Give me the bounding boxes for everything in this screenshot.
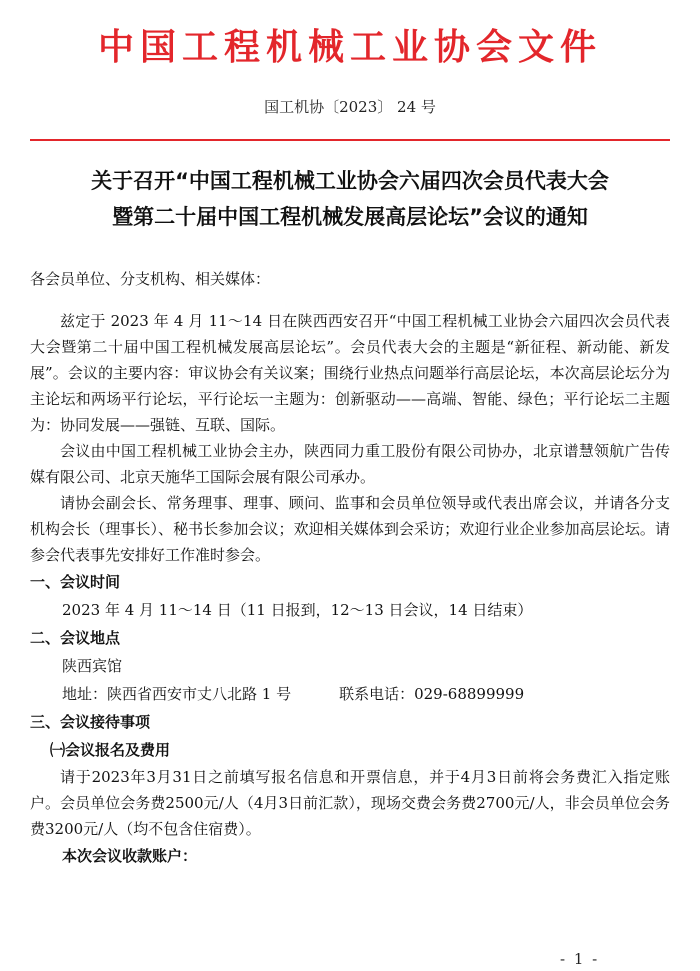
notice-title-line-2: 暨第二十届中国工程机械发展高层论坛”会议的通知 <box>112 205 588 229</box>
meeting-phone: 联系电话：029-68899999 <box>339 685 525 703</box>
paragraph-invitation: 请协会副会长、常务理事、理事、顾问、监事和会员单位领导或代表出席会议，并请各分支机构会长（理事长）、秘书长参加会议；欢迎相关媒体到会采访；欢迎行业企业参加高层论坛。请参会代表事先安排好工作准时参会。 <box>30 494 670 564</box>
paragraph-organizers: 会议由中国工程机械工业协会主办，陕西同力重工股份有限公司协办，北京谱慧领航广告传媒有限公司、北京天施华工国际会展有限公司承办。 <box>30 442 670 486</box>
document-body <box>30 266 670 870</box>
payment-account-label: 本次会议收款账户： <box>62 847 198 865</box>
notice-title-line-1: 关于召开“中国工程机械工业协会六届四次会员代表大会 <box>91 169 609 193</box>
meeting-place-name: 陕西宾馆 <box>62 657 123 675</box>
notice-title <box>0 163 700 235</box>
meeting-address: 地址：陕西省西安市丈八北路 1 号 <box>62 685 292 703</box>
section-heading-time: 一、会议时间 <box>30 573 121 591</box>
page-number: - 1 - <box>560 950 600 968</box>
paragraph-meeting-intro: 兹定于 2023 年 4 月 11～14 日在陕西西安召开“中国工程机械工业协会六届四次会员代表大会暨第二十届中国工程机械发展高层论坛”。会员代表大会的主题是“新征程、新动能、新发展”。会议的主要内容：审议协会有关议案；围绕行业热点问题举行高层论坛，本次高层论坛分为主论坛和两场平行论坛，平行论坛一主题为：创新驱动——高端、智能、绿色；平行论坛二主题为：协同发展——强链、互联、国际。 <box>30 312 670 434</box>
header-red-rule <box>30 139 670 141</box>
header-title: 中国工程机械工业协会文件 <box>97 27 602 68</box>
section-heading-place: 二、会议地点 <box>30 629 121 647</box>
document-number: 国工机协〔2023〕 24 号 <box>264 98 436 116</box>
salutation: 各会员单位、分支机构、相关媒体： <box>30 270 271 288</box>
section-heading-reception: 三、会议接待事项 <box>30 713 151 731</box>
paragraph-registration-fees: 请于2023年3月31日之前填写报名信息和开票信息，并于4月3日前将会务费汇入指定账户。会员单位会务费2500元/人（4月3日前汇款），现场交费会务费2700元/人，非会员单位会务费3200元/人（均不包含住宿费）。 <box>30 768 670 838</box>
meeting-place-row <box>30 680 670 708</box>
meeting-time-detail: 2023 年 4 月 11～14 日（11 日报到，12～13 日会议，14 日结束） <box>62 601 533 619</box>
sub-heading-registration: ㈠会议报名及费用 <box>50 741 171 759</box>
